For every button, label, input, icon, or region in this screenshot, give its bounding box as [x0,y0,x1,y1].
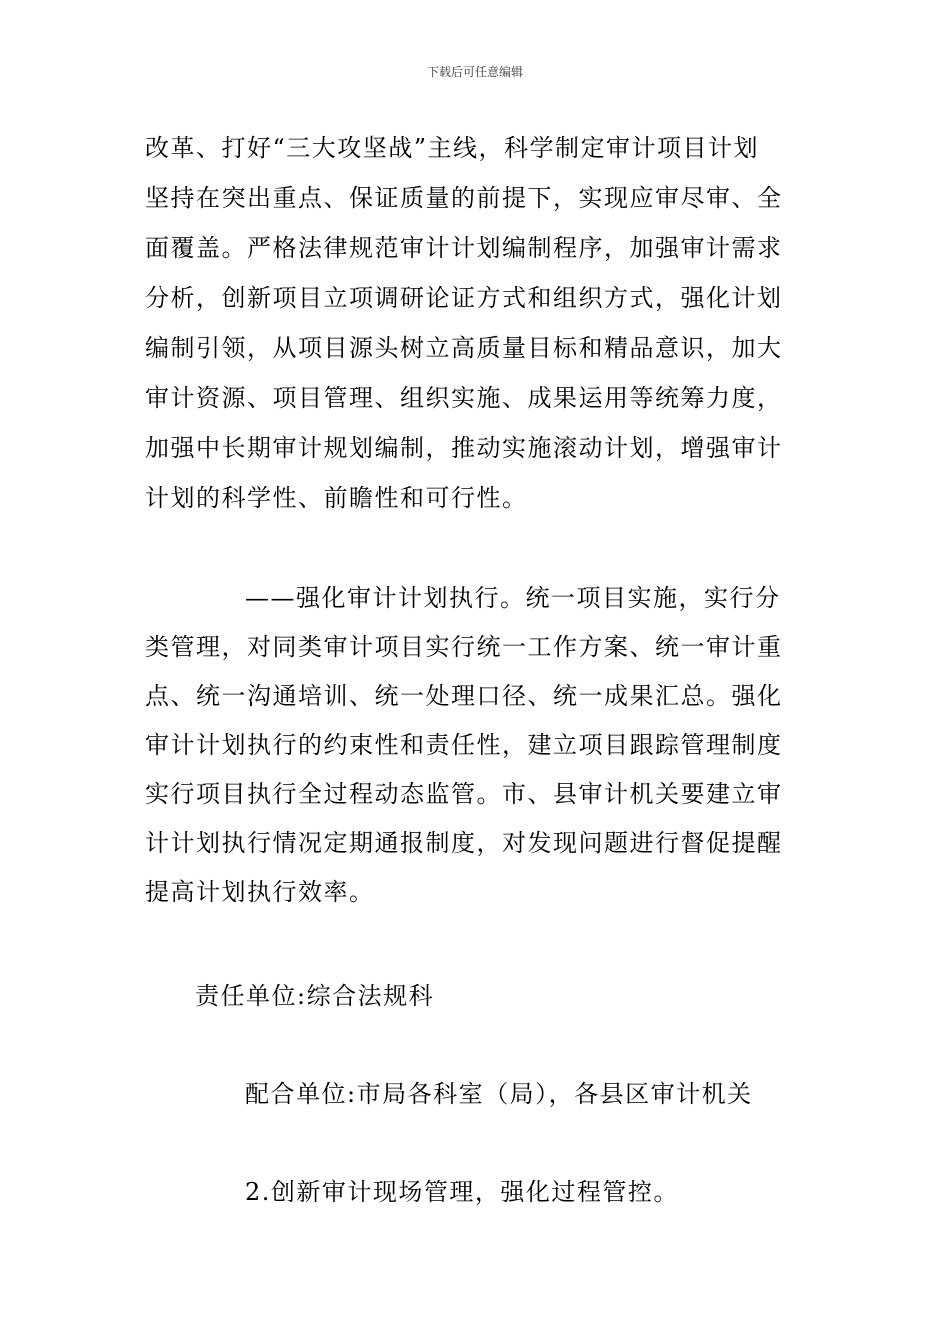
text-line: 改革、打好“三大攻坚战”主线，科学制定审计项目计划 [145,134,760,162]
text-line: 提高计划执行效率。 [145,878,375,906]
text-line: 加强中长期审计规划编制，推动实施滚动计划，增强审计 [145,434,783,462]
responsible-unit: 责任单位:综合法规科 [195,982,435,1010]
text-line: 计计划执行情况定期通报制度，对发现问题进行督促提醒 [145,829,783,857]
text-line: 面覆盖。严格法律规范审计计划编制程序，加强审计需求 [145,234,783,262]
text-line: 类管理，对同类审计项目实行统一工作方案、统一审计重 [145,633,783,661]
text-line: 实行项目执行全过程动态监管。市、县审计机关要建立审 [145,780,783,808]
text-line: 计划的科学性、前瞻性和可行性。 [145,484,528,512]
text-line: 坚持在突出重点、保证质量的前提下，实现应审尽审、全 [145,184,783,212]
section-heading: 2.创新审计现场管理，强化过程管控。 [245,1178,679,1206]
text-line: 点、统一沟通培训、统一处理口径、统一成果汇总。强化 [145,682,783,710]
text-line: 分析，创新项目立项调研论证方式和组织方式，强化计划 [145,284,783,312]
text-line: ——强化审计计划执行。统一项目实施，实行分 [245,584,781,612]
text-line: 编制引领，从项目源头树立高质量目标和精品意识，加大 [145,334,783,362]
text-line: 审计资源、项目管理、组织实施、成果运用等统筹力度， [145,384,783,412]
page-header: 下载后可任意编辑 [426,65,523,79]
text-line: 审计计划执行的约束性和责任性，建立项目跟踪管理制度 [145,731,783,759]
cooperating-unit: 配合单位:市局各科室（局），各县区审计机关 [245,1080,753,1108]
